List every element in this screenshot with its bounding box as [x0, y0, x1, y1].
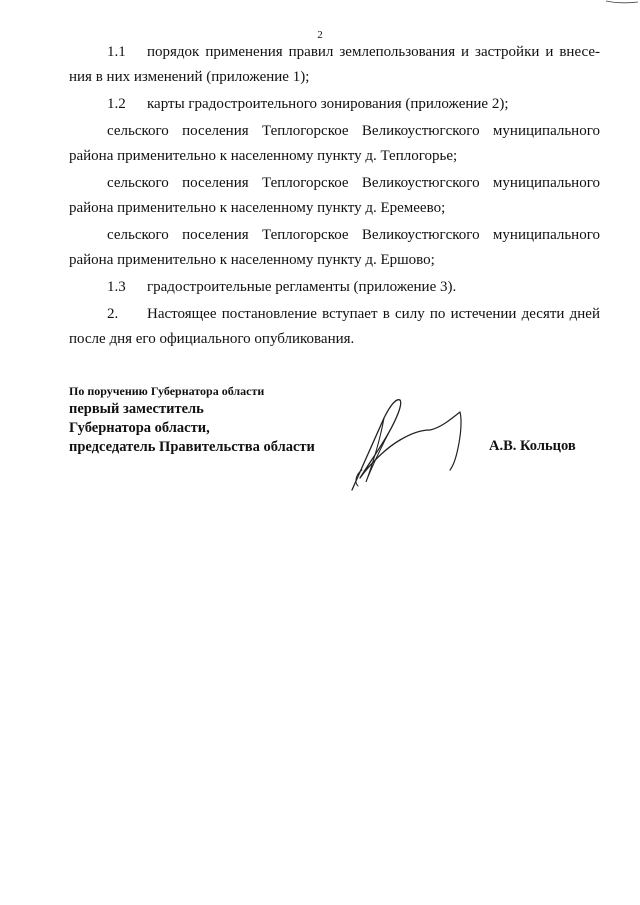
item-text-line: градостроительные регламенты (приложение 3).: [147, 279, 457, 295]
map-entry-continuation: района применительно к населенному пункту д. Ершово;: [69, 252, 435, 268]
item-text-continuation: после дня его официального опубликования.: [69, 331, 355, 347]
map-entry-line: сельского поселения Теплогорское Великоустюгского муниципального: [107, 175, 600, 191]
document-body: [69, 40, 600, 360]
signer-position-line: председатель Правительства области: [69, 439, 315, 455]
item-number: 1.1: [107, 44, 126, 60]
item-number: 2.: [107, 306, 119, 322]
item-number: 1.3: [107, 279, 126, 295]
corner-scan-mark: [600, 0, 640, 6]
page-number: 2: [317, 29, 323, 41]
signer-name: А.В. Кольцов: [489, 438, 576, 454]
item-text-continuation: ния в них изменений (приложение 1);: [69, 69, 310, 85]
signer-position-line: первый заместитель: [69, 401, 204, 417]
map-entry-line: сельского поселения Теплогорское Великоустюгского муниципального: [107, 123, 600, 139]
map-entry-line: сельского поселения Теплогорское Великоустюгского муниципального: [107, 227, 600, 243]
map-entry-continuation: района применительно к населенному пункту д. Еремеево;: [69, 200, 446, 216]
signature-instruction: По поручению Губернатора области: [69, 384, 265, 398]
signer-position-line: Губернатора области,: [69, 420, 210, 436]
map-entry-continuation: района применительно к населенному пункту д. Теплогорье;: [69, 148, 458, 164]
handwritten-signature: [340, 390, 470, 495]
signature-block: [69, 382, 315, 457]
item-text-line: Настоящее постановление вступает в силу по истечении десяти дней: [147, 306, 600, 322]
item-text-line: карты градостроительного зонирования (приложение 2);: [147, 96, 509, 112]
item-number: 1.2: [107, 96, 126, 112]
item-text-line: порядок применения правил землепользования и застройки и внесе-: [147, 44, 600, 60]
